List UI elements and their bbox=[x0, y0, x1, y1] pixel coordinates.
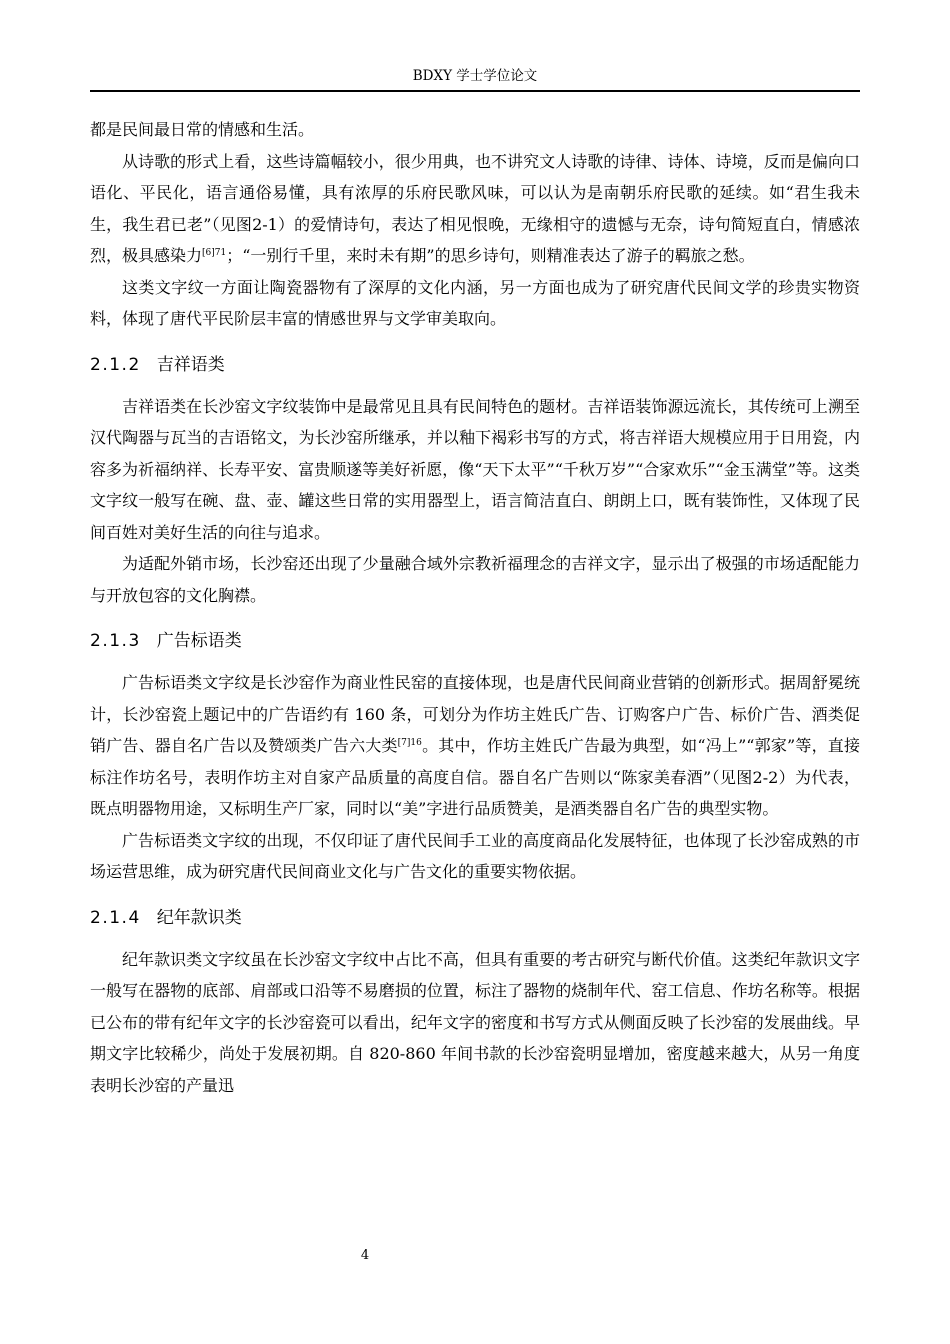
paper-body bbox=[90, 114, 860, 1101]
paragraph-dated-inscription: 纪年款识类文字纹虽在长沙窑文字纹中占比不高，但具有重要的考古研究与断代价值。这类纪年款识文字一般写在器物的底部、肩部或口沿等不易磨损的位置，标注了器物的烧制年代、窑工信息、作坊名称等。根据已公布的带有纪年文字的长沙窑瓷可以看出，纪年文字的密度和书写方式从侧面反映了长沙窑的发展曲线。早期文字比较稀少，尚处于发展初期。自 820-860 年间书款的长沙窑瓷明显增加，密度越来越大，从另一角度表明长沙窑的产量迅 bbox=[90, 949, 860, 1095]
header-title: BDXY 学士学位论文 bbox=[412, 68, 538, 84]
section-title: 广告标语类 bbox=[156, 631, 242, 651]
paragraph-advertising-2: 广告标语类文字纹的出现，不仅印证了唐代民间手工业的高度商品化发展特征，也体现了长沙窑成熟的市场运营思维，成为研究唐代民间商业文化与广告文化的重要实物依据。 bbox=[90, 830, 860, 881]
paragraph-poem-value: 这类文字纹一方面让陶瓷器物有了深厚的文化内涵，另一方面也成为了研究唐代民间文学的珍贵实物资料，体现了唐代平民阶层丰富的情感世界与文学审美取向。 bbox=[90, 277, 860, 328]
paragraph-auspicious-1: 吉祥语类在长沙窑文字纹装饰中是最常见且具有民间特色的题材。吉祥语装饰源远流长，其传统可上溯至汉代陶器与瓦当的吉语铭文，为长沙窑所继承，并以釉下褐彩书写的方式，将吉祥语大规模应用于日用瓷，内容多为祈福纳祥、长寿平安、富贵顺遂等美好祈愿，像“天下太平”“千秋万岁”“合家欢乐”“金玉满堂”等。这类文字纹一般写在碗、盘、壶、罐这些日常的实用器型上，语言简洁直白、朗朗上口，既有装饰性，又体现了民间百姓对美好生活的向往与追求。 bbox=[90, 396, 860, 542]
paragraph-text: 从诗歌的形式上看，这些诗篇幅较小，很少用典，也不讲究文人诗歌的诗律、诗体、诗境，反而是偏向口语化、平民化，语言通俗易懂，具有浓厚的乐府民歌风味，可以认为是南朝乐府民歌的延续。如“君生我未生，我生君已老”（见图2-1）的爱情诗句，表达了相见恨晚，无缘相守的遗憾与无奈，诗句简短直白，情感浓烈，极具感染力 bbox=[90, 151, 860, 265]
running-header bbox=[90, 64, 860, 92]
section-heading-2-1-4 bbox=[90, 904, 860, 932]
section-title: 纪年款识类 bbox=[156, 907, 242, 928]
paragraph-poem-form bbox=[90, 146, 860, 272]
page-number: 4 bbox=[360, 1248, 370, 1263]
paragraph-text: 。其中，作坊主姓氏广告最为典型，如“冯上”“郭家”等，直接标注作坊名号，表明作坊主对自家产品质量的高度自信。器自名广告则以“陈家美春酒”（见图2-2）为代表，既点明器物用途，又标明生产厂家，同时以“美”字进行品质赞美，是酒类器自名广告的典型实物。 bbox=[90, 736, 860, 818]
section-heading-2-1-2 bbox=[90, 351, 860, 379]
section-number: 2.1.4 bbox=[90, 907, 141, 928]
paragraph-text: ；“一别行千里，来时未有期”的思乡诗句，则精准表达了游子的羁旅之愁。 bbox=[226, 246, 755, 265]
section-heading-2-1-3 bbox=[90, 627, 860, 655]
section-number: 2.1.2 bbox=[90, 354, 141, 375]
paragraph-text: 广告标语类文字纹是长沙窑作为商业性民窑的直接体现，也是唐代民间商业营销的创新形式。据周舒冕统计，长沙窑瓷上题记中的广告语约有 160 条，可划分为作坊主姓氏广告、订购客户广告、标价广告、酒类促销广告、器自名广告以及赞颂类广告六大类 bbox=[90, 673, 860, 755]
section-number: 2.1.3 bbox=[90, 631, 141, 651]
section-title: 吉祥语类 bbox=[156, 354, 225, 375]
paragraph-auspicious-2: 为适配外销市场，长沙窑还出现了少量融合域外宗教祈福理念的吉祥文字，显示出了极强的市场适配能力与开放包容的文化胸襟。 bbox=[90, 554, 860, 605]
paragraph-continuation: 都是民间最日常的情感和生活。 bbox=[90, 120, 315, 139]
paragraph-advertising-1 bbox=[90, 667, 860, 825]
citation-ref: [7]16 bbox=[397, 738, 422, 748]
citation-ref: [6]71 bbox=[202, 248, 227, 258]
